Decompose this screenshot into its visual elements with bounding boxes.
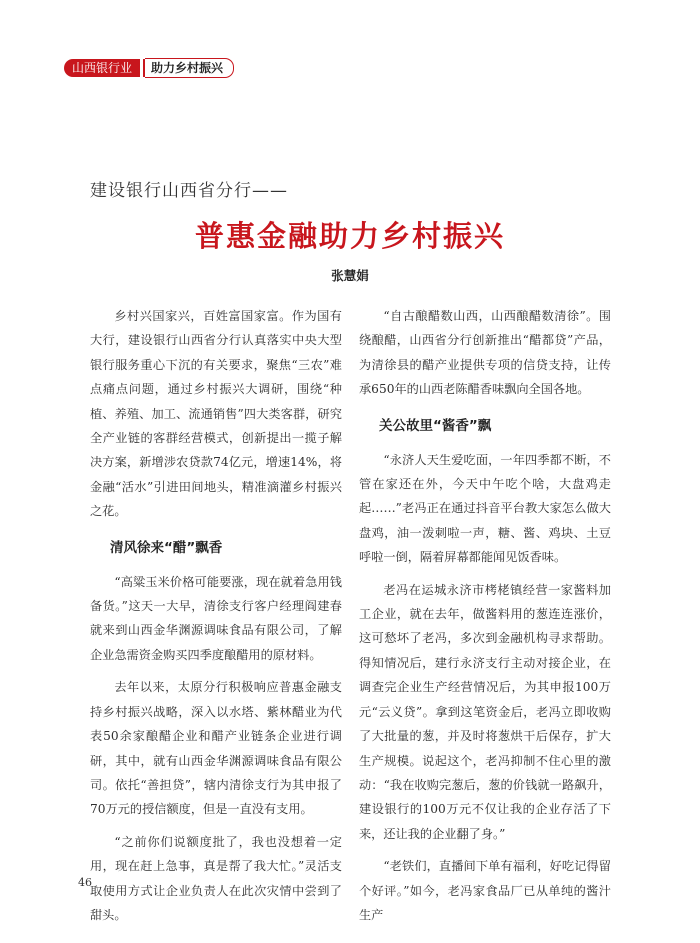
paragraph: “自古酿醋数山西，山西酿醋数清徐”。围绕酿醋，山西省分行创新推出“醋都贷”产品，为清徐县的醋产业提供专项的信贷支持，让传承650年的山西老陈醋香味飘向全国各地。 <box>359 309 611 397</box>
section-tag <box>64 57 234 79</box>
page-number: 46 <box>78 876 92 889</box>
paragraph: “老铁们，直播间下单有福利，好吃记得留个好评。”如今，老冯家食品厂已从单纯的酱汁生产 <box>359 859 611 922</box>
section-tag-secondary: 助力乡村振兴 <box>145 58 234 78</box>
paragraph: 去年以来，太原分行积极响应普惠金融支持乡村振兴战略，深入以水塔、紫林醋业为代表50余家酿醋企业和醋产业链条企业进行调研，其中，就有山西金华渊源调味食品有限公司。依托“善担贷”，辖内清徐支行为其申报了70万元的授信额度，但是一直没有支用。 <box>90 680 342 817</box>
right-column <box>359 304 611 927</box>
left-column <box>90 304 342 927</box>
article-title: 普惠金融助力乡村振兴 <box>194 219 505 253</box>
paragraph: 老冯在运城永济市栲栳镇经营一家酱料加工企业，就在去年，做酱料用的葱连连涨价，这可愁坏了老冯，多次到金融机构寻求帮助。得知情况后，建行永济支行主动对接企业，在调查完企业生产经营情况后，为其申报100万元“云义贷”。拿到这笔资金后，老冯立即收购了大批量的葱，并及时将葱烘干后保存，扩大生产规模。说起这个，老冯抑制不住心里的激动：“我在收购完葱后，葱的价钱就一路飙升，建设银行的100万元不仅让我的企业存活了下来，还让我的企业翻了身。” <box>359 582 611 841</box>
section-heading: 关公故里“酱香”飘 <box>379 417 492 434</box>
paragraph: “高粱玉米价格可能要涨，现在就着急用钱备货。”这天一大早，清徐支行客户经理阎建春就来到山西金华渊源调味食品有限公司，了解企业急需资金购买四季度酿醋用的原材料。 <box>90 574 342 662</box>
section-tag-primary: 山西银行业 <box>64 59 140 77</box>
article-kicker: 建设银行山西省分行—— <box>90 181 288 201</box>
paragraph: “永济人天生爱吃面，一年四季都不断，不管在家还在外，今天中午吃个啥，大盘鸡走起……”老冯正在通过抖音平台教大家怎么做大盘鸡，油一泼刺啦一声，糖、酱、鸡块、土豆呼啦一倒，隔着屏幕都能闻见饭香味。 <box>359 452 611 565</box>
paragraph: “之前你们说额度批了，我也没想着一定用，现在赶上急事，真是帮了我大忙。”灵活支取使用方式让企业负责人在此次灾情中尝到了甜头。 <box>90 834 342 922</box>
article-author: 张慧娟 <box>331 268 369 283</box>
section-heading: 清风徐来“醋”飘香 <box>110 539 223 556</box>
paragraph: 乡村兴国家兴，百姓富国家富。作为国有大行，建设银行山西省分行认真落实中央大型银行服务重心下沉的有关要求，聚焦“三农”难点痛点问题，通过乡村振兴大调研，围绕“种植、养殖、加工、流通销售”四大类客群，研究全产业链的客群经营模式，创新提出一揽子解决方案，新增涉农贷款74亿元，增速14%，将金融“活水”引进田间地头，精准滴灌乡村振兴之花。 <box>90 309 342 519</box>
